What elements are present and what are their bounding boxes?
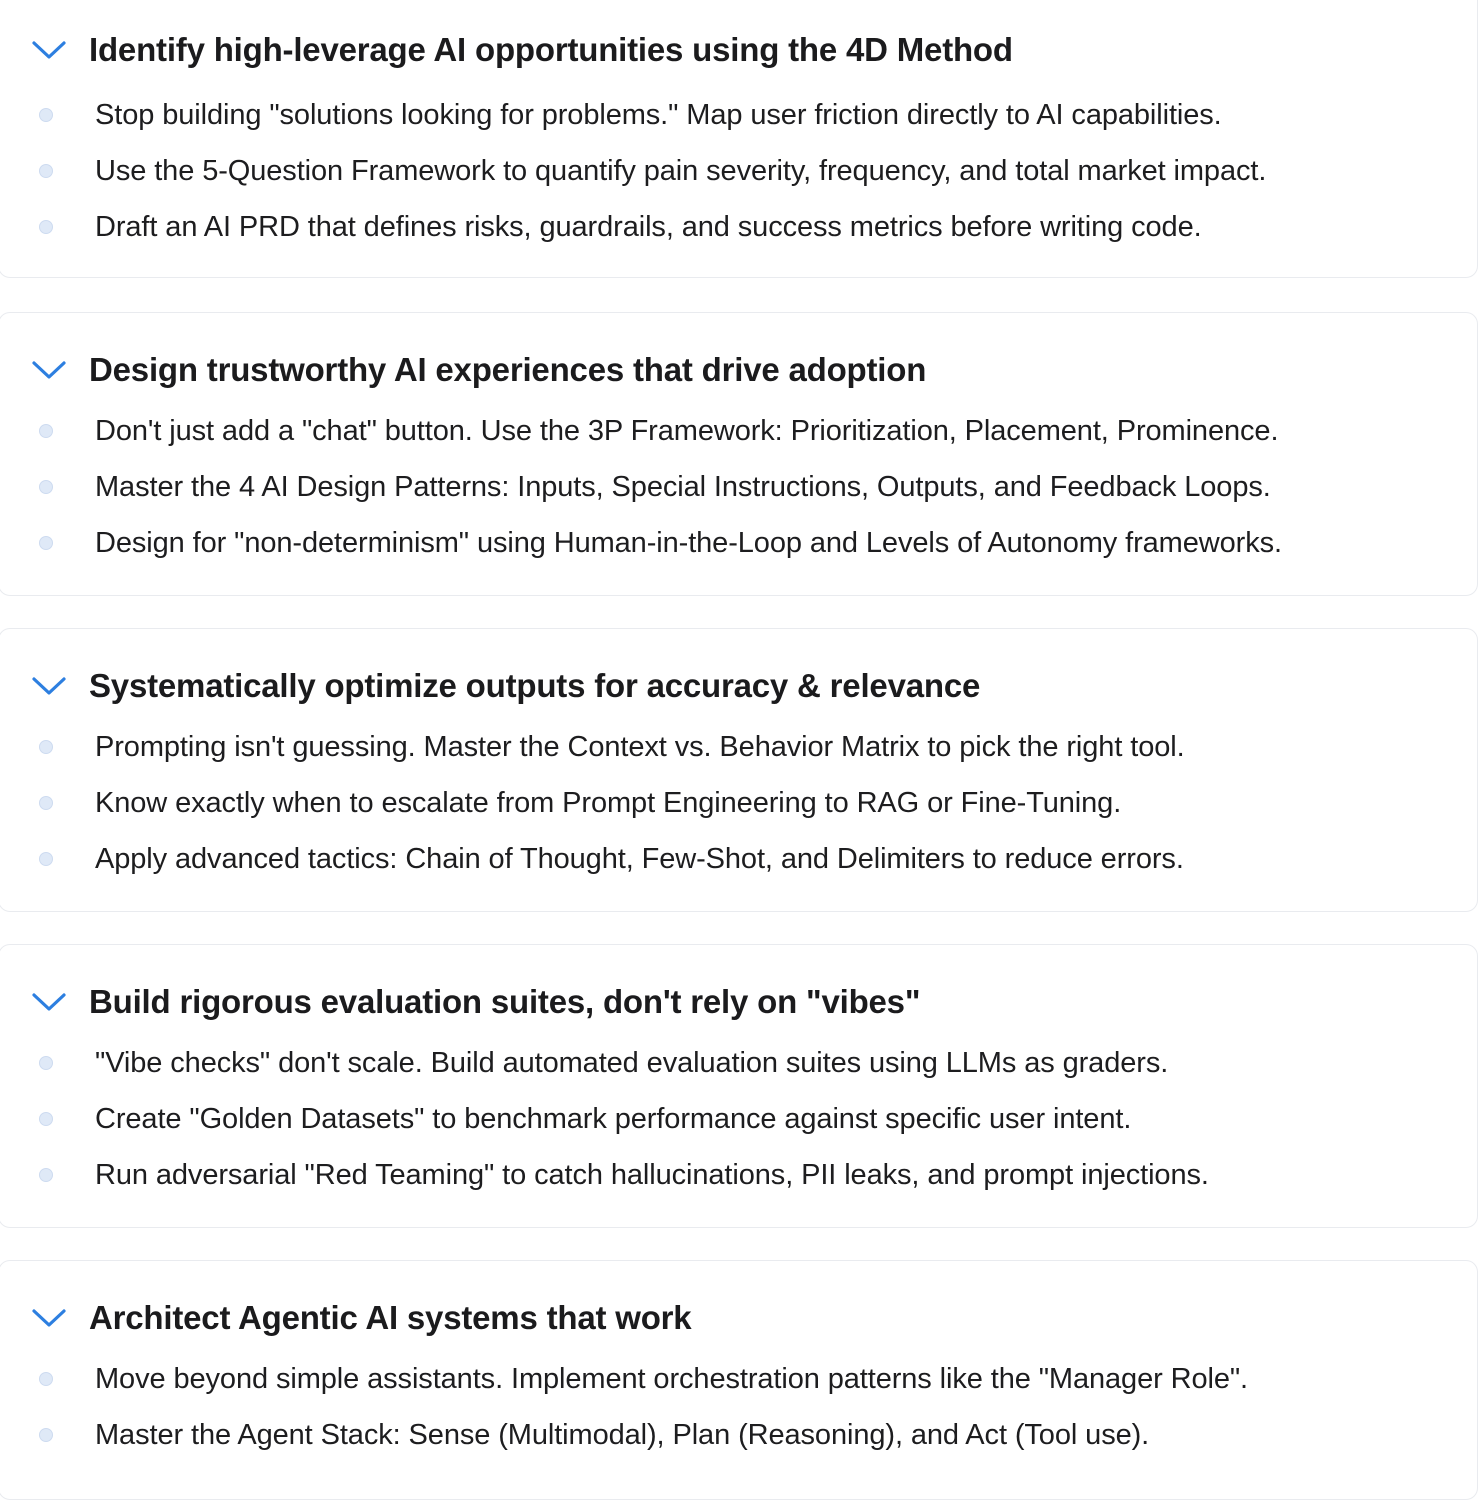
list-item xyxy=(39,1147,1209,1203)
list-item xyxy=(39,403,1282,459)
bullet-dot-icon xyxy=(39,480,53,494)
chevron-down-icon[interactable] xyxy=(29,350,69,390)
list-item xyxy=(39,143,1266,199)
list-item xyxy=(39,1091,1209,1147)
list-item xyxy=(39,1407,1248,1463)
section-title: Build rigorous evaluation suites, don't rely on "vibes" xyxy=(89,983,921,1020)
chevron-down-icon[interactable] xyxy=(29,30,69,70)
bullet-text: Know exactly when to escalate from Prompt Engineering to RAG or Fine-Tuning. xyxy=(95,786,1122,819)
bullet-dot-icon xyxy=(39,1168,53,1182)
section-title: Systematically optimize outputs for accuracy & relevance xyxy=(89,667,981,704)
bullet-list xyxy=(39,1351,1248,1463)
bullet-dot-icon xyxy=(39,424,53,438)
bullet-dot-icon xyxy=(39,164,53,178)
list-item xyxy=(39,831,1185,887)
bullet-dot-icon xyxy=(39,108,53,122)
bullet-text: Move beyond simple assistants. Implement orchestration patterns like the "Manager Role". xyxy=(95,1362,1249,1395)
list-item xyxy=(39,515,1282,571)
bullet-dot-icon xyxy=(39,1372,53,1386)
section-header[interactable] xyxy=(29,25,1013,75)
bullet-text: Stop building "solutions looking for problems." Map user friction directly to AI capabilities. xyxy=(95,98,1222,131)
bullet-dot-icon xyxy=(39,852,53,866)
bullet-dot-icon xyxy=(39,1112,53,1126)
section-header[interactable] xyxy=(29,345,926,395)
list-item xyxy=(39,87,1266,143)
section-title: Design trustworthy AI experiences that drive adoption xyxy=(89,351,927,388)
bullet-text: Apply advanced tactics: Chain of Thought, Few-Shot, and Delimiters to reduce errors. xyxy=(95,842,1184,875)
list-item xyxy=(39,1035,1209,1091)
section-card xyxy=(0,628,1478,912)
list-item xyxy=(39,1351,1248,1407)
bullet-text: Master the Agent Stack: Sense (Multimodal), Plan (Reasoning), and Act (Tool use). xyxy=(95,1418,1150,1451)
chevron-down-icon[interactable] xyxy=(29,1298,69,1338)
bullet-text: Draft an AI PRD that defines risks, guardrails, and success metrics before writing code. xyxy=(95,210,1202,243)
bullet-list xyxy=(39,87,1266,255)
list-item xyxy=(39,459,1282,515)
bullet-text: Master the 4 AI Design Patterns: Inputs, Special Instructions, Outputs, and Feedback Loops. xyxy=(95,470,1271,503)
section-card xyxy=(0,0,1478,278)
bullet-text: "Vibe checks" don't scale. Build automated evaluation suites using LLMs as graders. xyxy=(95,1046,1169,1079)
bullet-text: Prompting isn't guessing. Master the Context vs. Behavior Matrix to pick the right tool. xyxy=(95,730,1185,763)
bullet-text: Create "Golden Datasets" to benchmark performance against specific user intent. xyxy=(95,1102,1132,1135)
section-card xyxy=(0,944,1478,1228)
section-title: Identify high-leverage AI opportunities using the 4D Method xyxy=(89,31,1013,68)
bullet-text: Run adversarial "Red Teaming" to catch hallucinations, PII leaks, and prompt injections. xyxy=(95,1158,1209,1191)
list-item xyxy=(39,719,1185,775)
bullet-list xyxy=(39,1035,1209,1203)
section-title: Architect Agentic AI systems that work xyxy=(89,1299,692,1336)
bullet-list xyxy=(39,719,1185,887)
bullet-list xyxy=(39,403,1282,571)
section-card xyxy=(0,1260,1478,1500)
bullet-text: Use the 5-Question Framework to quantify pain severity, frequency, and total market impact. xyxy=(95,154,1267,187)
list-item xyxy=(39,775,1185,831)
bullet-text: Design for "non-determinism" using Human-in-the-Loop and Levels of Autonomy frameworks. xyxy=(95,526,1282,559)
bullet-dot-icon xyxy=(39,1428,53,1442)
section-header[interactable] xyxy=(29,661,980,711)
section-header[interactable] xyxy=(29,1293,691,1343)
chevron-down-icon[interactable] xyxy=(29,982,69,1022)
bullet-dot-icon xyxy=(39,1056,53,1070)
section-header[interactable] xyxy=(29,977,920,1027)
bullet-dot-icon xyxy=(39,536,53,550)
list-item xyxy=(39,199,1266,255)
bullet-dot-icon xyxy=(39,740,53,754)
section-card xyxy=(0,312,1478,596)
bullet-dot-icon xyxy=(39,220,53,234)
bullet-text: Don't just add a "chat" button. Use the 3P Framework: Prioritization, Placement, Prominence. xyxy=(95,414,1279,447)
bullet-dot-icon xyxy=(39,796,53,810)
chevron-down-icon[interactable] xyxy=(29,666,69,706)
